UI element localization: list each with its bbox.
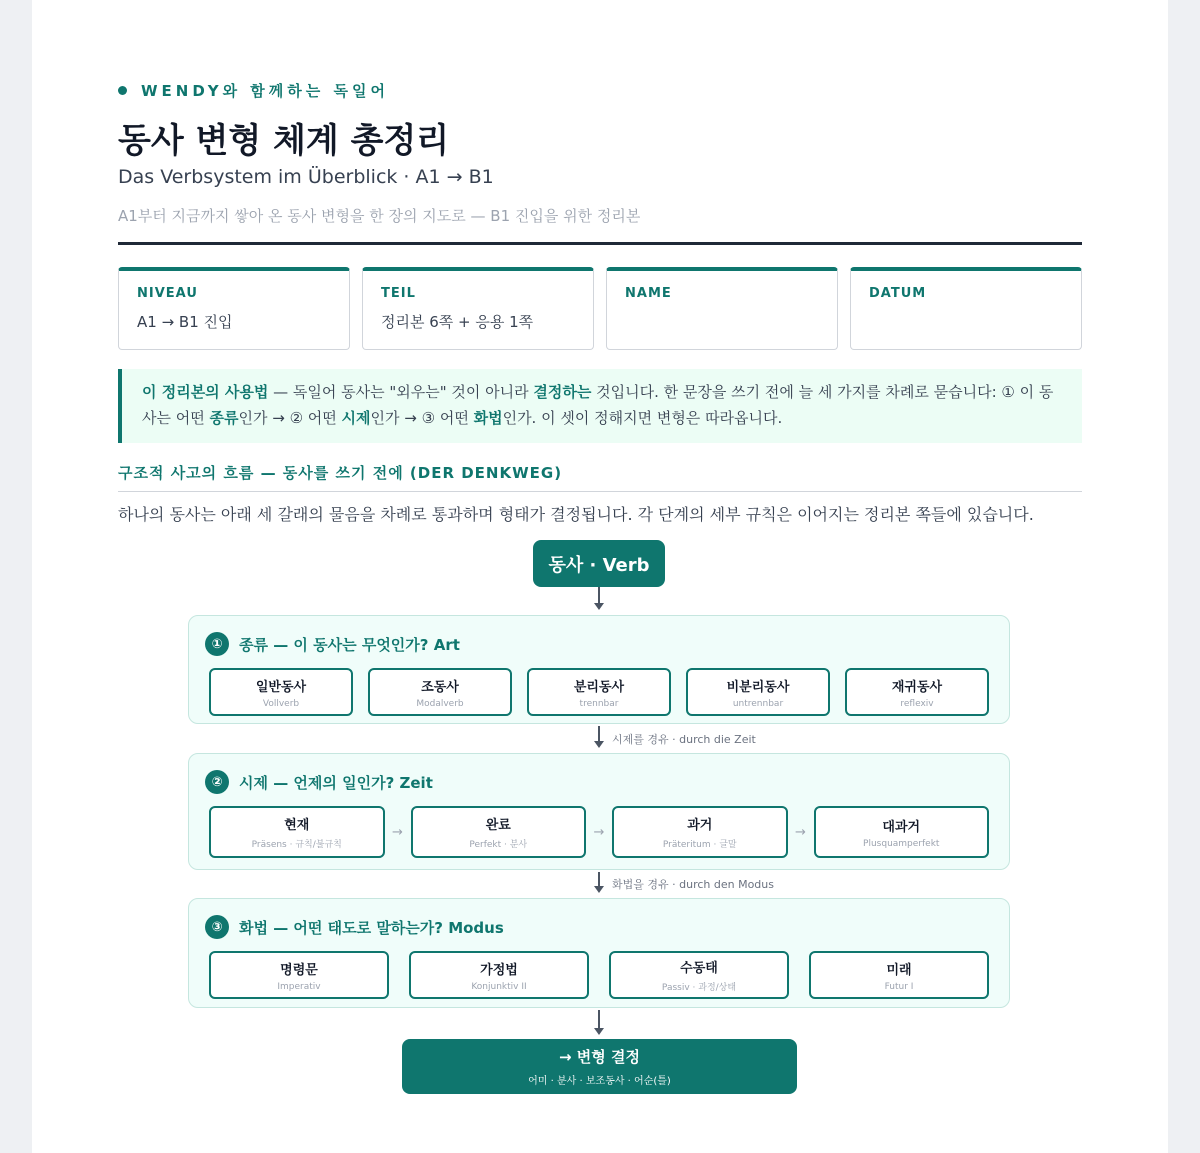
section-heading: 구조적 사고의 흐름 — 동사를 쓰기 전에 (DER DENKWEG) bbox=[118, 464, 563, 482]
section-lead: 하나의 동사는 아래 세 갈래의 물음을 차례로 통과하며 형태가 결정됩니다. 각 단계의 세부 규칙은 이어지는 정리본 쪽들에 있습니다. bbox=[118, 505, 1034, 524]
arrow-down-icon bbox=[594, 741, 604, 748]
info-card-teil bbox=[362, 267, 594, 350]
note-strong: 종류 bbox=[209, 409, 239, 427]
chip-sublabel: trennbar bbox=[579, 698, 619, 709]
stage-items bbox=[209, 951, 989, 999]
chip-label: 과거 bbox=[687, 818, 713, 833]
chip-sublabel: reflexiv bbox=[900, 698, 934, 709]
stage-items bbox=[209, 806, 989, 858]
note-text: 것입니다. 한 문장을 쓰기 전에 늘 세 가지를 차례로 묻습니다: ① 이 동사는 어떤 bbox=[142, 383, 1054, 427]
verb-type-chip bbox=[368, 668, 512, 716]
chip-label: 가정법 bbox=[480, 962, 518, 978]
chip-label: 분리동사 bbox=[573, 679, 625, 695]
stage-box-zeit bbox=[188, 753, 1010, 870]
connector-line bbox=[598, 1010, 600, 1029]
chip-sublabel: untrennbar bbox=[732, 698, 784, 709]
verb-type-chip bbox=[209, 668, 353, 716]
arrow-down-icon bbox=[594, 1028, 604, 1035]
connector-line bbox=[598, 872, 600, 886]
usage-note bbox=[118, 369, 1082, 443]
brand-row bbox=[118, 80, 389, 101]
note-text: — 독일어 동사는 "외우는" 것이 아니라 bbox=[268, 383, 534, 401]
chip-sublabel: Passiv · 과정/상태 bbox=[661, 983, 737, 993]
arrow-right-icon: → bbox=[795, 824, 806, 840]
stage-items bbox=[209, 668, 989, 716]
chip-sublabel: Perfekt · 분사 bbox=[469, 840, 528, 850]
mood-chip bbox=[409, 951, 589, 999]
info-label: TEIL bbox=[381, 286, 416, 301]
chip-sublabel: Modalverb bbox=[416, 698, 464, 709]
verb-start-node: 동사 · Verb bbox=[533, 540, 665, 587]
chip-sublabel: Plusquamperfekt bbox=[863, 838, 940, 849]
stage-heading bbox=[205, 770, 433, 794]
chip-label: 미래 bbox=[886, 962, 912, 978]
arrow-right-icon: → bbox=[392, 824, 403, 840]
info-label: NAME bbox=[625, 286, 672, 301]
note-strong: 이 정리본의 사용법 bbox=[142, 383, 269, 401]
info-value: 정리본 6쪽 + 응용 1쪽 bbox=[381, 313, 534, 331]
stage-box-art bbox=[188, 615, 1010, 724]
mood-chip bbox=[609, 951, 789, 999]
chip-label: 비분리동사 bbox=[726, 679, 790, 695]
chip-sublabel: Vollverb bbox=[262, 698, 300, 709]
verb-type-chip bbox=[527, 668, 671, 716]
connector-line bbox=[598, 726, 600, 741]
brand-dot-icon bbox=[118, 86, 127, 95]
chip-sublabel: Präsens · 규칙/불규칙 bbox=[251, 840, 342, 850]
stage-heading bbox=[205, 632, 460, 656]
result-subtitle: 어미 · 분사 · 보조동사 · 어순(틀) bbox=[528, 1076, 671, 1087]
note-strong: 결정하는 bbox=[533, 383, 592, 401]
info-card-datum[interactable] bbox=[850, 267, 1082, 350]
note-strong: 화법 bbox=[473, 409, 503, 427]
connector-label: 화법을 경유 · durch den Modus bbox=[612, 878, 774, 891]
info-row bbox=[118, 267, 1082, 350]
arrow-right-icon: → bbox=[593, 824, 605, 840]
stage-box-modus bbox=[188, 898, 1010, 1008]
tense-chip bbox=[411, 806, 587, 858]
note-strong: 시제 bbox=[341, 409, 371, 427]
chip-sublabel: Konjunktiv II bbox=[471, 981, 527, 992]
info-label: NIVEAU bbox=[137, 286, 198, 301]
page-intro: A1부터 지금까지 쌓아 온 동사 변형을 한 장의 지도로 — B1 진입을 위한 정리본 bbox=[118, 207, 641, 225]
title-divider bbox=[118, 242, 1082, 245]
tense-chip bbox=[612, 806, 788, 858]
chip-label: 재귀동사 bbox=[891, 679, 943, 695]
stage-title: 화법 — 어떤 태도로 말하는가? Modus bbox=[239, 918, 504, 937]
note-text: 인가 → ③ 어떤 bbox=[370, 409, 474, 427]
chip-label: 수동태 bbox=[680, 961, 718, 976]
chip-label: 현재 bbox=[284, 818, 310, 833]
mood-chip bbox=[209, 951, 389, 999]
stage-title: 시제 — 언제의 일인가? Zeit bbox=[239, 773, 433, 792]
info-card-name[interactable] bbox=[606, 267, 838, 350]
chip-label: 대과거 bbox=[882, 819, 921, 835]
chip-label: 조동사 bbox=[421, 679, 459, 695]
result-title: → 변형 결정 bbox=[559, 1048, 640, 1066]
arrow-down-icon bbox=[594, 886, 604, 893]
verb-type-chip bbox=[845, 668, 989, 716]
chip-label: 완료 bbox=[485, 818, 511, 833]
stage-number-badge: ③ bbox=[205, 915, 229, 939]
connector-label: 시제를 경유 · durch die Zeit bbox=[612, 733, 756, 746]
note-text: 인가. 이 셋이 정해지면 변형은 따라옵니다. bbox=[502, 409, 783, 427]
tense-chip bbox=[209, 806, 385, 858]
chip-sublabel: Präteritum · 글말 bbox=[662, 840, 737, 850]
chip-label: 명령문 bbox=[280, 962, 318, 978]
mood-chip bbox=[809, 951, 989, 999]
chip-sublabel: Imperativ bbox=[277, 981, 321, 992]
connector-line bbox=[598, 587, 600, 604]
stage-number-badge: ② bbox=[205, 770, 229, 794]
section-divider bbox=[118, 491, 1082, 492]
tense-chip bbox=[814, 806, 990, 858]
info-card-niveau bbox=[118, 267, 350, 350]
arrow-down-icon bbox=[594, 603, 604, 610]
brand-label: WENDY와 함께하는 독일어 bbox=[141, 82, 389, 100]
page-subtitle: Das Verbsystem im Überblick · A1 → B1 bbox=[118, 166, 494, 188]
info-value: A1 → B1 진입 bbox=[137, 313, 233, 331]
page-title: 동사 변형 체계 총정리 bbox=[118, 121, 450, 161]
result-node bbox=[402, 1039, 797, 1094]
chip-sublabel: Futur I bbox=[884, 981, 914, 992]
stage-heading bbox=[205, 915, 504, 939]
chip-label: 일반동사 bbox=[255, 679, 307, 695]
stage-title: 종류 — 이 동사는 무엇인가? Art bbox=[239, 635, 460, 654]
info-label: DATUM bbox=[869, 286, 927, 301]
stage-number-badge: ① bbox=[205, 632, 229, 656]
note-text: 인가 → ② 어떤 bbox=[238, 409, 342, 427]
verb-type-chip bbox=[686, 668, 830, 716]
